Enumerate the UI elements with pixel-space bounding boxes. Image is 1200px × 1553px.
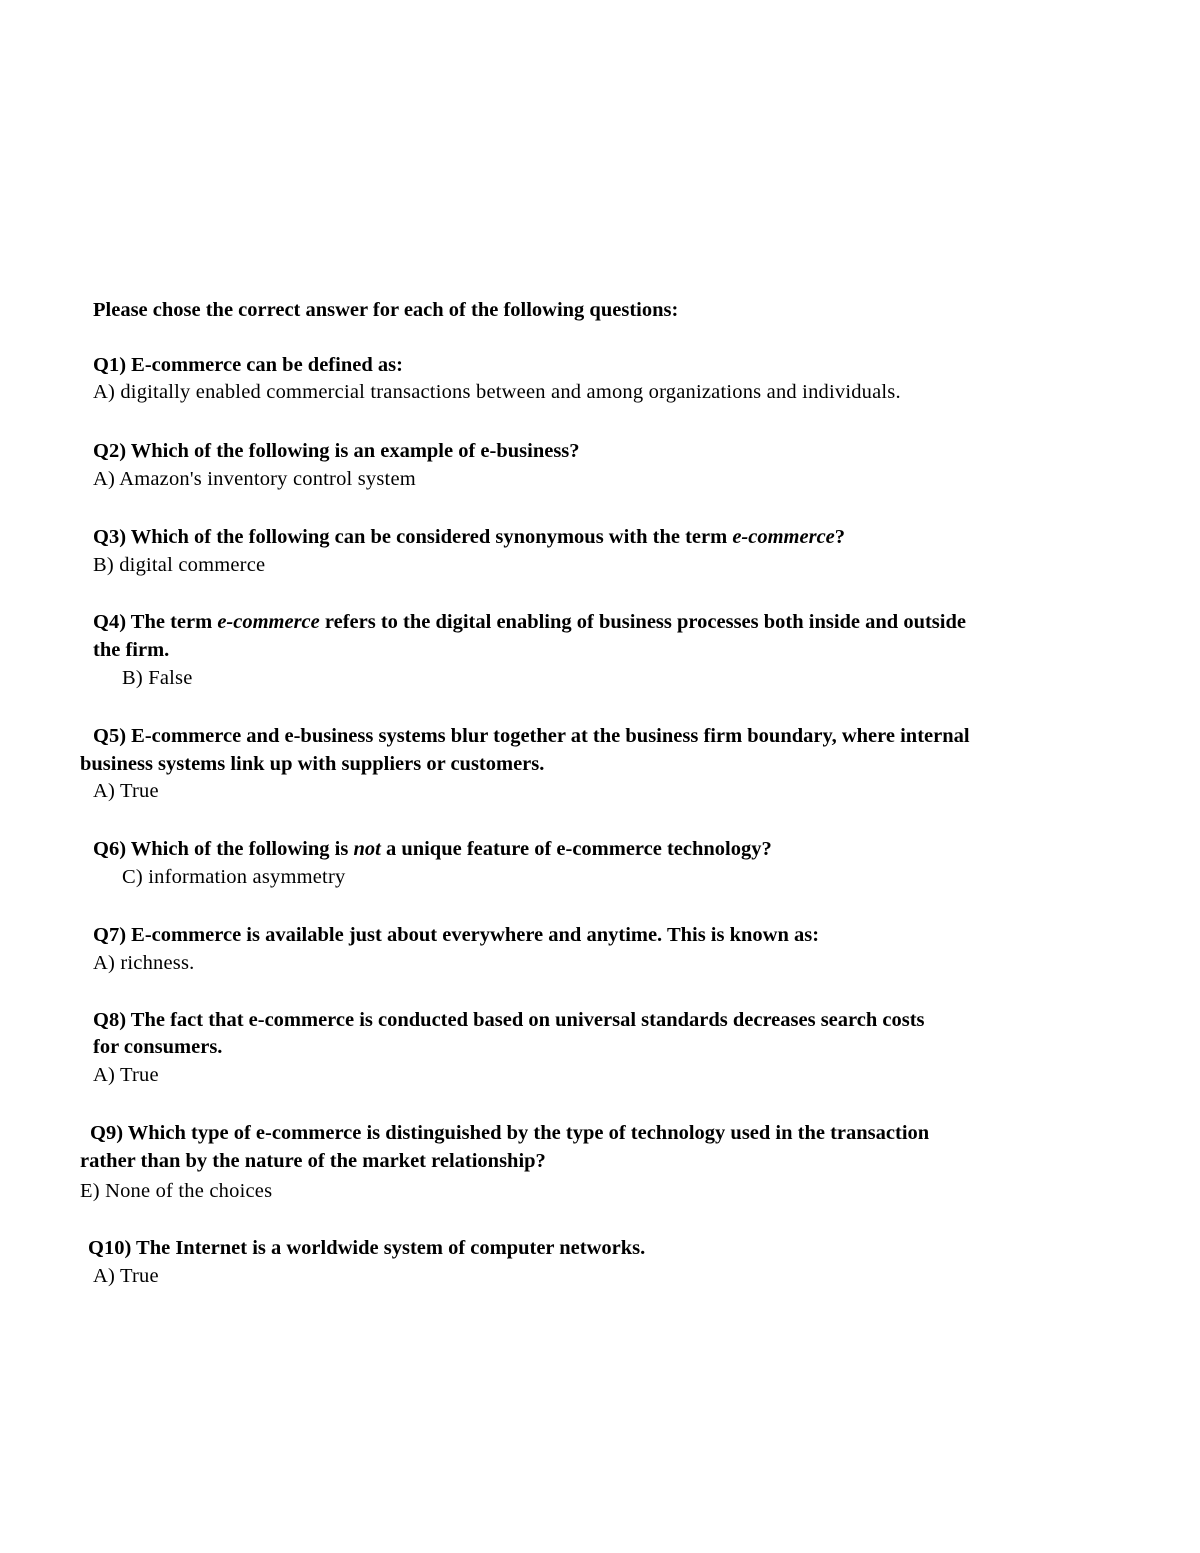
question-text: The term bbox=[126, 611, 218, 633]
question-label: Q5) bbox=[93, 725, 127, 747]
question-label: Q4) bbox=[93, 611, 127, 633]
question-text: ? bbox=[834, 526, 846, 548]
question-10 bbox=[88, 1236, 645, 1260]
question-text: Which of the following is an example of e-business? bbox=[126, 440, 580, 462]
question-1 bbox=[93, 353, 403, 377]
answer-3: B) digital commerce bbox=[93, 554, 266, 576]
question-5-line-2: business systems link up with suppliers or customers. bbox=[80, 753, 545, 775]
question-label: Q10) bbox=[88, 1237, 132, 1259]
answer-2: A) Amazon's inventory control system bbox=[93, 468, 416, 490]
answer-10: A) True bbox=[93, 1265, 159, 1287]
question-9-line-2: rather than by the nature of the market relationship? bbox=[80, 1150, 546, 1172]
question-text: refers to the digital enabling of business processes both inside and outside bbox=[319, 611, 966, 633]
instructions: Please chose the correct answer for each of the following questions: bbox=[93, 299, 679, 321]
question-text: Which type of e-commerce is distinguished by the type of technology used in the transaction bbox=[123, 1122, 930, 1144]
question-label: Q3) bbox=[93, 526, 127, 548]
question-9 bbox=[90, 1121, 929, 1145]
question-8 bbox=[93, 1008, 925, 1032]
question-7 bbox=[93, 923, 819, 947]
question-8-line-2: for consumers. bbox=[93, 1036, 223, 1058]
question-text: a unique feature of e-commerce technology? bbox=[380, 838, 772, 860]
question-2 bbox=[93, 439, 580, 463]
question-4 bbox=[93, 610, 966, 634]
question-label: Q6) bbox=[93, 838, 127, 860]
answer-8: A) True bbox=[93, 1064, 159, 1086]
question-emphasis: e-commerce bbox=[217, 611, 320, 633]
question-3 bbox=[93, 525, 845, 549]
answer-1: A) digitally enabled commercial transactions between and among organizations and individuals. bbox=[93, 381, 901, 403]
question-emphasis: not bbox=[353, 838, 381, 860]
question-5 bbox=[93, 724, 970, 748]
answer-6: C) information asymmetry bbox=[122, 866, 346, 888]
question-text: The fact that e-commerce is conducted based on universal standards decreases search costs bbox=[126, 1009, 925, 1031]
question-emphasis: e-commerce bbox=[732, 526, 835, 548]
question-text: E-commerce is available just about everywhere and anytime. This is known as: bbox=[126, 924, 820, 946]
question-text: Which of the following is bbox=[126, 838, 354, 860]
question-label: Q1) bbox=[93, 354, 127, 376]
question-text: E-commerce can be defined as: bbox=[126, 354, 403, 376]
question-label: Q8) bbox=[93, 1009, 127, 1031]
answer-7: A) richness. bbox=[93, 952, 195, 974]
question-text: Which of the following can be considered synonymous with the term bbox=[126, 526, 733, 548]
question-4-line-2: the firm. bbox=[93, 639, 170, 661]
question-text: E-commerce and e-business systems blur together at the business firm boundary, where internal bbox=[126, 725, 970, 747]
question-text: The Internet is a worldwide system of computer networks. bbox=[131, 1237, 646, 1259]
answer-9: E) None of the choices bbox=[80, 1180, 273, 1202]
question-6 bbox=[93, 837, 772, 861]
question-label: Q7) bbox=[93, 924, 127, 946]
answer-4: B) False bbox=[122, 667, 193, 689]
answer-5: A) True bbox=[93, 780, 159, 802]
question-label: Q2) bbox=[93, 440, 127, 462]
question-label: Q9) bbox=[90, 1122, 124, 1144]
